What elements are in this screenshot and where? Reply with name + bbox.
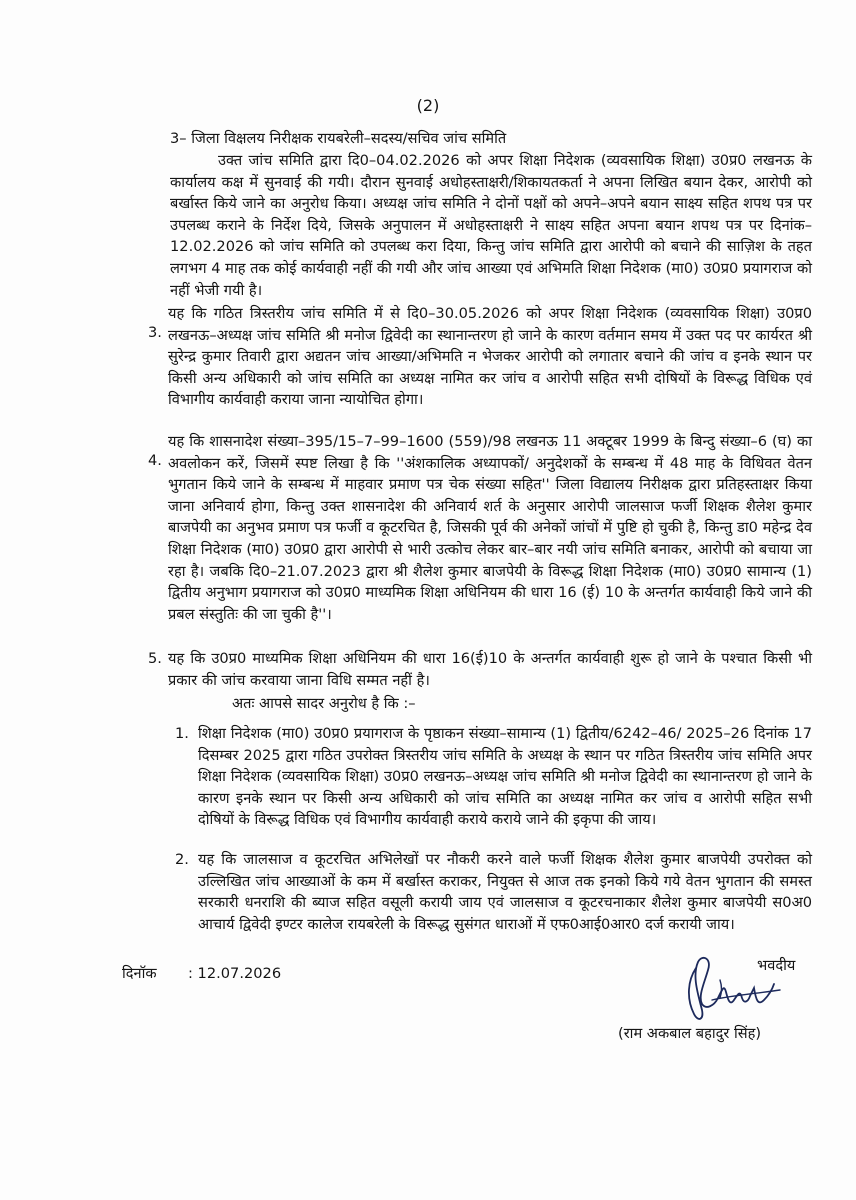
request-text: यह कि जालसाज व कूटरचित अभिलेखों पर नौकरी करने वाले फर्जी शिक्षक शैलेश कुमार बाजपेयी उपरोक्त को उल्लिखित जांच आख्याओं के कम में बर्खास्त कराकर, नियुक्त से आज तक इनको किये गये वेतन भुगतान की समस्त सरकारी धनराशि की ब्याज सहित वसूली करायी जाय एवं जालसाज व कूटरचनाकार शैलेश कुमार बाजपेयी स0अ0 आचार्य द्विवेदी इण्टर कालेज रायबरेली के विरूद्ध सुसंगत धाराओं में एफ0आई0आर0 दर्ज करायी जाय। bbox=[198, 851, 812, 933]
request-text: शिक्षा निदेशक (मा0) उ0प्र0 प्रयागराज के पृष्ठाकन संख्या–सामान्य (1) द्वितीय/6242–46/ 2025–26 दिनांक 17 दिसम्बर 2025 द्वारा गठित उपरोक्त त्रिस्तरीय जांच समिति के अध्यक्ष के स्थान पर गठित त्रिस्तरीय जांच समिति अपर शिक्षा निदेशक (व्यवसायिक शिक्षा) उ0प्र0 लखनऊ–अध्यक्ष जांच समिति श्री मनोज द्विवेदी का स्थानान्तरण हो जाने के कारण इनके स्थान पर किसी अन्य अधिकारी को जांच समिति का अध्यक्ष नामित कर जांच व आरोपी सहित सभी दोषियों के विरूद्ध विधिक एवं विभागीय कार्यवाही कराये कराये जाने की इकृपा की जाय। bbox=[198, 725, 812, 829]
hearing-paragraph bbox=[170, 150, 812, 301]
request-paragraph bbox=[198, 723, 812, 831]
hearing-paragraph-text: उक्त जांच समिति द्वारा दि0–04.02.2026 को अपर शिक्षा निदेशक (व्यवसायिक शिक्षा) उ0प्र0 लखनऊ के कार्यालय कक्ष में सुनवाई की गयी। दौरान सुनवाई अधोहस्ताक्षरी/शिकायतकर्ता ने अपना लिखित बयान देकर, आरोपी को बर्खास्त किये जाने का अनुरोध किया। अध्यक्ष जांच समिति ने दोनों पक्षों को अपने–अपने बयान साक्ष्य सहित शपथ पत्र पर उपलब्ध कराने के निर्देश दिये, जिसके अनुपालन में अधोहस्ताक्षरी ने साक्ष्य सहित अपना बयान शपथ पत्र पर दिनांक–12.02.2026 को जांच समिति को उपलब्ध करा दिया, किन्तु जांच समिति द्वारा आरोपी को बचाने की साज़िश के तहत लगभग 4 माह तक कोई कार्यवाही नहीं की गयी और जांच आख्या एवं अभिमति शिक्षा निदेशक (मा0) उ0प्र0 प्रयागराज को नहीं भेजी गयी है। bbox=[170, 152, 812, 299]
point-number: 5. bbox=[148, 650, 162, 667]
date-label: दिनॉक bbox=[122, 965, 157, 982]
closing-text: भवदीय bbox=[757, 957, 796, 974]
request-paragraph bbox=[198, 849, 812, 935]
date-value: : 12.07.2026 bbox=[188, 965, 282, 982]
request-number: 1. bbox=[175, 725, 189, 742]
point-text: यह कि उ0प्र0 माध्यमिक शिक्षा अधिनियम की धारा 16(ई)10 के अन्तर्गत कार्यवाही शुरू हो जाने के पश्चात किसी भी प्रकार की जांच करवाया जाना विधि सम्मत नहीं है। bbox=[168, 650, 812, 689]
request-number: 2. bbox=[175, 851, 189, 868]
point-text: यह कि गठित त्रिस्तरीय जांच समिति में से दि0–30.05.2026 को अपर शिक्षा निदेशक (व्यवसायिक शिक्षा) उ0प्र0 लखनऊ–अध्यक्ष जांच समिति श्री मनोज द्विवेदी का स्थानान्तरण हो जाने के कारण वर्तमान समय में उक्त पद पर कार्यरत श्री सुरेन्द्र कुमार तिवारी द्वारा अद्यतन जांच आख्या/अभिमति न भेजकर आरोपी को लगातार बचाने की जांच व इनके स्थान पर किसी अन्य अधिकारी को जांच समिति का अध्यक्ष नामित कर जांच व आरोपी सहित सभी दोषियों के विरूद्ध विधिक एवं विभागीय कार्यवाही कराया जाना न्यायोचित होगा। bbox=[168, 305, 812, 409]
point-text: यह कि शासनादेश संख्या–395/15–7–99–1600 (559)/98 लखनऊ 11 अक्टूबर 1999 के बिन्दु संख्या–6 (घ) का अवलोकन करें, जिसमें स्पष्ट लिखा है कि ''अंशकालिक अध्यापकों/ अनुदेशकों के सम्बन्ध में 48 माह के विधिवत वेतन भुगतान किये जाने के सम्बन्ध में माहवार प्रमाण पत्र चेक संख्या सहित'' जिला विद्यालय निरीक्षक द्वारा प्रतिहस्ताक्षर किया जाना अनिवार्य होगा, किन्तु उक्त शासनादेश की अनिवार्य शर्त के अनुसार आरोपी जालसाज फर्जी शिक्षक शैलेश कुमार बाजपेयी का अनुभव प्रमाण पत्र फर्जी व कूटरचित है, जिसकी पूर्व की अनेकों जांचों में पुष्टि हो चुकी है, किन्तु डा0 महेन्द्र देव शिक्षा निदेशक (मा0) उ0प्र0 द्वारा आरोपी से भारी उत्कोच लेकर बार–बार नयी जांच समिति बनाकर, आरोपी को बचाया जा रहा है। जबकि दि0–21.07.2023 द्वारा श्री शैलेश कुमार बाजपेयी के विरूद्ध शिक्षा निदेशक (मा0) उ0प्र0 सामान्य (1) द्वितीय अनुभाग प्रयागराज को उ0प्र0 माध्यमिक शिक्षा अधिनियम की धारा 16 (ई) 10 के अन्तर्गत कार्यवाही किये जाने की प्रबल संस्तुतिः की जा चुकी है''। bbox=[168, 433, 812, 623]
request-intro: अतः आपसे सादर अनुरोध है कि :– bbox=[232, 695, 416, 712]
handwritten-signature bbox=[668, 940, 798, 1030]
page-number: (2) bbox=[416, 96, 440, 115]
point-paragraph bbox=[168, 303, 812, 411]
committee-member-line: 3– जिला विक्षलय निरीक्षक रायबरेली–सदस्य/सचिव जांच समिति bbox=[170, 130, 507, 147]
point-paragraph bbox=[168, 431, 812, 625]
point-number: 3. bbox=[148, 324, 162, 341]
point-number: 4. bbox=[148, 452, 162, 469]
point-paragraph bbox=[168, 648, 812, 691]
signatory-name: (राम अकबाल बहादुर सिंह) bbox=[618, 1025, 762, 1042]
